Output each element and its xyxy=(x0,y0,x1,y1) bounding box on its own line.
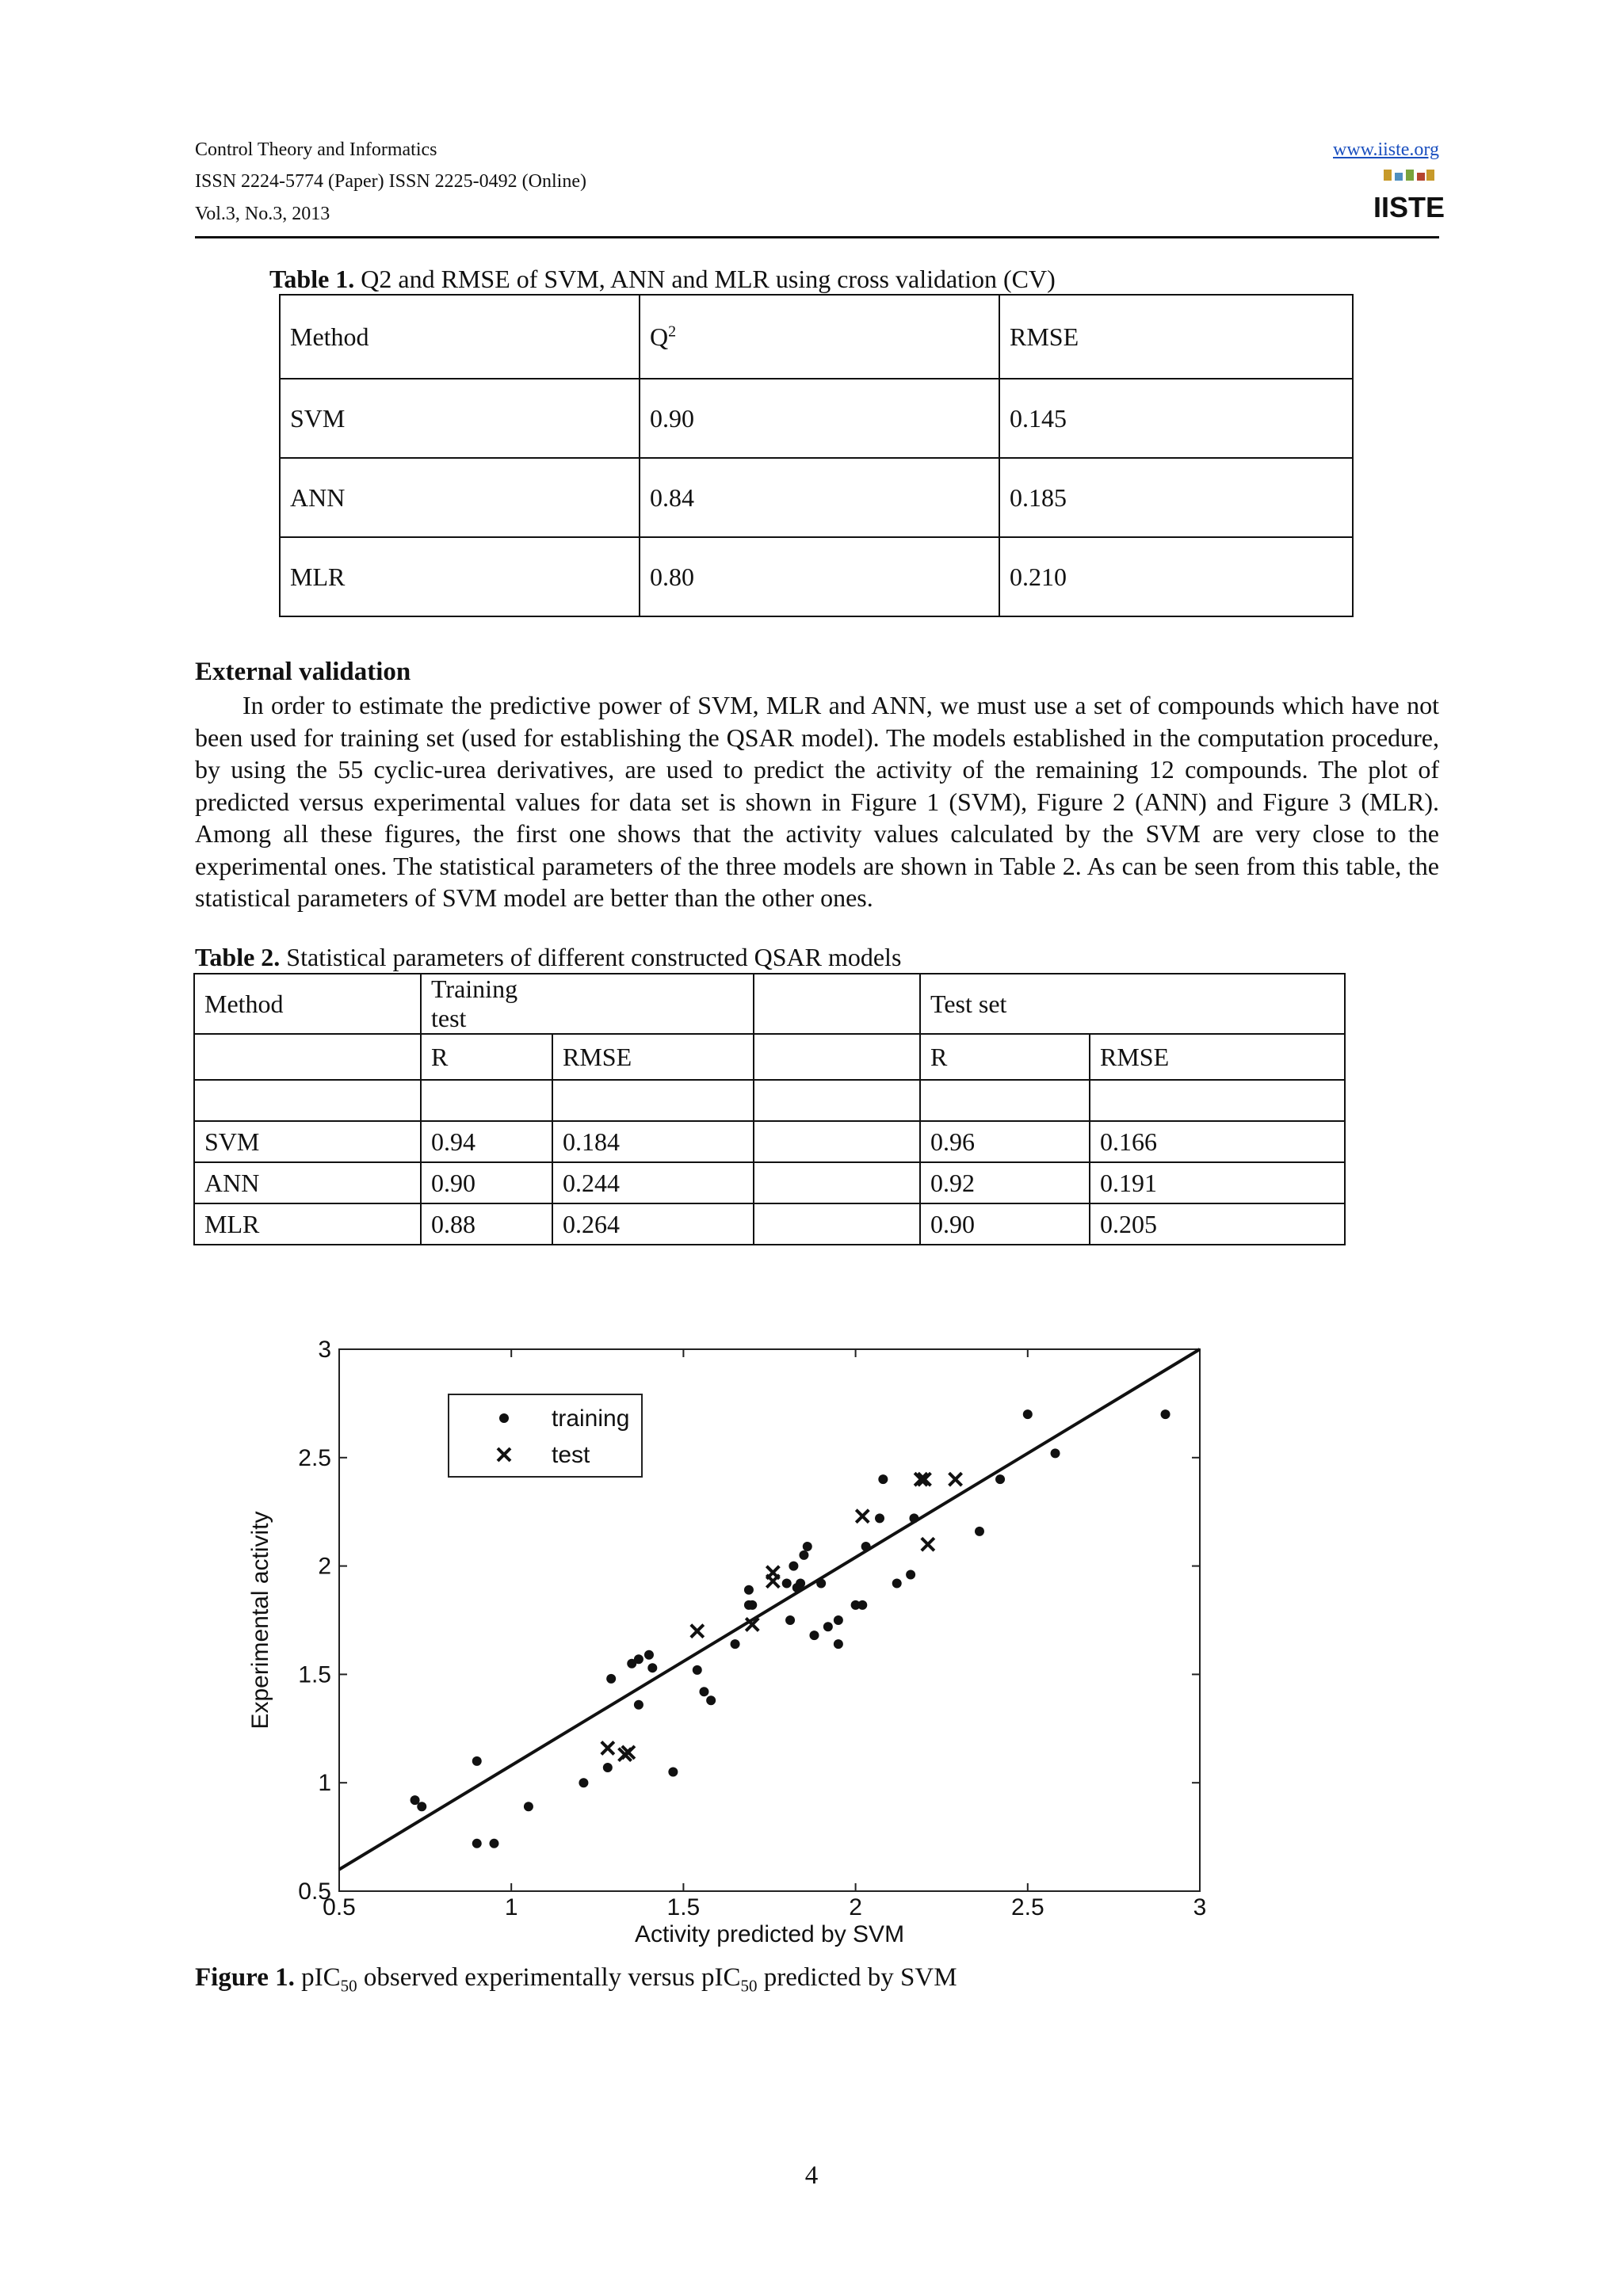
training-point xyxy=(606,1674,616,1684)
training-point xyxy=(1023,1409,1033,1419)
training-point xyxy=(906,1570,915,1580)
table2-cell: RMSE xyxy=(1090,1034,1345,1080)
table2-cell: MLR xyxy=(194,1203,421,1245)
training-point xyxy=(892,1578,902,1588)
training-point xyxy=(909,1513,918,1523)
x-tick-label: 0.5 xyxy=(323,1894,356,1920)
table2-cell xyxy=(754,1162,920,1203)
table2-header-training: Training test xyxy=(421,974,552,1034)
table2-header-row1 xyxy=(194,974,1345,1034)
table-row xyxy=(280,458,1353,537)
header-rule xyxy=(195,236,1439,238)
table2-cell: 0.184 xyxy=(552,1121,754,1162)
training-point xyxy=(816,1578,826,1588)
training-point xyxy=(995,1474,1005,1484)
training-point xyxy=(803,1542,812,1551)
training-point xyxy=(878,1474,888,1484)
table2-cell xyxy=(194,1034,421,1080)
table2-label: Table 2. xyxy=(195,943,281,971)
training-point xyxy=(799,1550,808,1560)
table2-cell: 0.96 xyxy=(920,1121,1090,1162)
legend-training-marker xyxy=(499,1413,509,1423)
y-axis-label: Experimental activity xyxy=(247,1511,273,1730)
table2-cell: 0.88 xyxy=(421,1203,552,1245)
training-point xyxy=(417,1802,426,1811)
legend-label: training xyxy=(552,1405,630,1432)
table2-cell: R xyxy=(421,1034,552,1080)
training-point xyxy=(875,1513,884,1523)
section-title: External validation xyxy=(195,658,411,686)
table2-header-method: Method xyxy=(194,974,421,1034)
y-tick-label: 1 xyxy=(318,1770,331,1797)
training-point xyxy=(706,1695,716,1705)
table2-cell: 0.264 xyxy=(552,1203,754,1245)
section-body: In order to estimate the predictive power of SVM, MLR and ANN, we must use a set of compounds which have not been used for training set (used for establishing the QSAR model). The models established in the computation procedure, by using the 55 cyclic-urea derivatives, are used to predict the activity of the remaining 12 compounds. The plot of predicted versus experimental values for data set is shown in Figure 1 (SVM), Figure 2 (ANN) and Figure 3 (MLR). Among all these figures, the first one shows that the activity values calculated by the SVM are very close to the experimental ones. The statistical parameters of the three models are shown in Table 2. As can be seen from this table, the statistical parameters of SVM model are better than the other ones. xyxy=(195,691,1439,912)
figure1-label: Figure 1. xyxy=(195,1963,295,1992)
training-point xyxy=(634,1700,643,1710)
y-tick-label: 0.5 xyxy=(298,1878,331,1905)
table2-header-empty xyxy=(754,974,920,1034)
training-point xyxy=(809,1630,819,1640)
figure1-caption: Figure 1. pIC$_{50}$ observed experimentally versus pIC$_{50}$ predicted by SVM xyxy=(195,1963,957,1996)
table1-cell: 0.80 xyxy=(640,537,999,616)
training-point xyxy=(579,1778,588,1787)
training-point xyxy=(411,1795,420,1805)
table1-cell: 0.210 xyxy=(999,537,1353,616)
test-point xyxy=(766,1566,779,1579)
table1-cell: SVM xyxy=(280,379,640,458)
journal-issn: ISSN 2224-5774 (Paper) ISSN 2225-0492 (Online) xyxy=(195,171,586,192)
x-tick-label: 3 xyxy=(1193,1894,1207,1920)
table1-cell: ANN xyxy=(280,458,640,537)
table2-cell: ANN xyxy=(194,1162,421,1203)
table1-caption xyxy=(269,265,1056,294)
table2-cell: 0.92 xyxy=(920,1162,1090,1203)
table2 xyxy=(193,973,1346,1245)
training-point xyxy=(1161,1409,1170,1419)
test-point xyxy=(691,1625,704,1638)
training-point xyxy=(834,1615,843,1625)
training-point xyxy=(857,1600,867,1610)
y-tick-label: 2 xyxy=(318,1553,331,1580)
x-tick-label: 2.5 xyxy=(1010,1894,1044,1920)
table1-header-method: Method xyxy=(280,295,640,379)
journal-volume: Vol.3, No.3, 2013 xyxy=(195,204,330,224)
table2-cell: RMSE xyxy=(552,1034,754,1080)
y-tick-label: 1.5 xyxy=(298,1661,331,1688)
training-point xyxy=(861,1542,871,1551)
page-number: 4 xyxy=(804,2161,819,2190)
table1-cell: 0.185 xyxy=(999,458,1353,537)
x-tick-label: 1 xyxy=(504,1894,518,1920)
training-point xyxy=(744,1585,754,1595)
training-point xyxy=(782,1578,792,1588)
training-point xyxy=(472,1839,482,1848)
x-tick-label: 1.5 xyxy=(666,1894,701,1920)
table1-cell: MLR xyxy=(280,537,640,616)
table-row xyxy=(194,1162,1345,1203)
y-tick-label: 2.5 xyxy=(298,1444,331,1471)
iiste-logo xyxy=(1373,168,1445,228)
table2-cell: 0.205 xyxy=(1090,1203,1345,1245)
table1-title: Q2 and RMSE of SVM, ANN and MLR using cross validation (CV) xyxy=(354,265,1056,293)
table1-cell: 0.145 xyxy=(999,379,1353,458)
x-axis-label: Activity predicted by SVM xyxy=(634,1921,905,1947)
table2-header-row2 xyxy=(194,1034,1345,1080)
training-point xyxy=(693,1665,702,1675)
training-point xyxy=(823,1622,833,1631)
logo-text: IISTE xyxy=(1373,191,1445,223)
training-point xyxy=(644,1650,654,1660)
training-point xyxy=(634,1654,643,1664)
table2-cell: 0.94 xyxy=(421,1121,552,1162)
table2-cell: SVM xyxy=(194,1121,421,1162)
table1 xyxy=(279,294,1354,617)
training-point xyxy=(647,1663,657,1672)
table2-title: Statistical parameters of different constructed QSAR models xyxy=(280,943,902,971)
table2-caption xyxy=(195,943,901,972)
training-point xyxy=(603,1763,613,1772)
table1-label: Table 1. xyxy=(269,265,355,293)
table2-cell: 0.90 xyxy=(920,1203,1090,1245)
table2-cell: 0.191 xyxy=(1090,1162,1345,1203)
training-point xyxy=(1051,1448,1060,1458)
table-row xyxy=(194,1121,1345,1162)
training-point xyxy=(975,1527,984,1536)
training-point xyxy=(668,1768,678,1777)
table1-cell: 0.84 xyxy=(640,458,999,537)
table-row xyxy=(280,537,1353,616)
y-tick-label: 3 xyxy=(318,1337,331,1363)
training-point xyxy=(699,1687,708,1696)
table2-cell: 0.244 xyxy=(552,1162,754,1203)
test-point xyxy=(922,1538,934,1550)
table2-header-empty xyxy=(552,974,754,1034)
table2-blank-row xyxy=(194,1080,1345,1121)
table2-cell xyxy=(754,1034,920,1080)
figure1-scatter-chart xyxy=(0,1315,1623,1957)
table2-cell xyxy=(754,1121,920,1162)
training-point xyxy=(796,1578,805,1588)
test-point xyxy=(949,1473,962,1486)
training-point xyxy=(472,1756,482,1766)
table2-cell: 0.90 xyxy=(421,1162,552,1203)
training-point xyxy=(834,1639,843,1649)
table1-header-rmse: RMSE xyxy=(999,295,1353,379)
table1-header-q2: $Q^2$ xyxy=(640,295,999,379)
training-point xyxy=(731,1639,740,1649)
journal-url-link[interactable]: www.iiste.org xyxy=(1333,139,1439,160)
table1-header-row xyxy=(280,295,1353,379)
table2-cell xyxy=(754,1203,920,1245)
x-tick-label: 2 xyxy=(849,1894,862,1920)
training-point xyxy=(524,1802,533,1811)
table-row xyxy=(194,1203,1345,1245)
table2-header-empty xyxy=(1090,974,1345,1034)
training-point xyxy=(789,1562,798,1571)
table2-header-testset: Test set xyxy=(920,974,1090,1034)
table1-cell: 0.90 xyxy=(640,379,999,458)
legend-label: test xyxy=(552,1442,590,1468)
test-point xyxy=(601,1741,614,1754)
table2-cell: R xyxy=(920,1034,1090,1080)
training-point xyxy=(747,1600,757,1610)
journal-name: Control Theory and Informatics xyxy=(195,139,437,160)
training-point xyxy=(785,1615,795,1625)
table-row xyxy=(280,379,1353,458)
test-point xyxy=(856,1510,869,1523)
table2-cell: 0.166 xyxy=(1090,1121,1345,1162)
training-point xyxy=(489,1839,498,1848)
